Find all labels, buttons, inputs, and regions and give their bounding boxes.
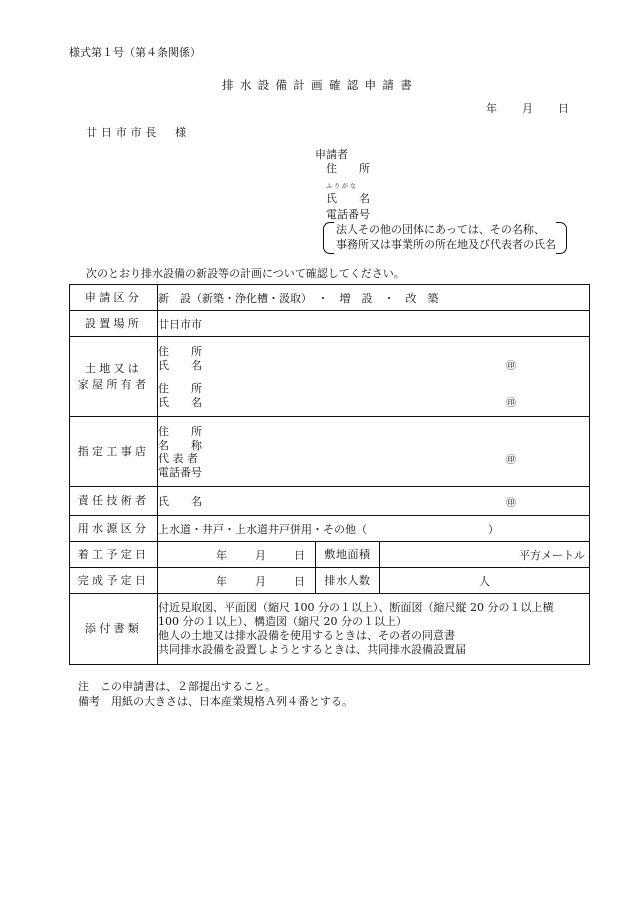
- application-type-label: 申請区分: [70, 285, 158, 311]
- engineer-name-label: 氏 名: [158, 495, 202, 508]
- start-date-value: [158, 542, 316, 568]
- start-date-label: 着工予定日: [70, 542, 158, 568]
- applicant-note-line1: 法人その他の団体にあっては、その名称、: [336, 223, 545, 236]
- seal-icon: ㊞: [506, 398, 517, 410]
- start-date-month: 月: [255, 548, 266, 562]
- application-type-value: 新 設（新築・浄化槽・汲取） ・ 増 設 ・ 改 築: [158, 285, 590, 311]
- water-source-label: 用水源区分: [70, 516, 158, 542]
- drain-persons-unit: 人: [380, 568, 590, 594]
- seal-icon: ㊞: [506, 454, 517, 466]
- start-date-year: 年: [216, 548, 227, 562]
- applicant-header: 申請者: [315, 148, 348, 161]
- contractor-address-label: 住 所: [158, 425, 202, 439]
- footnote: 注 この申請書は、２部提出すること。: [78, 680, 276, 693]
- location-value: 廿日市市: [158, 311, 590, 337]
- attachments-label: 添付書類: [70, 594, 158, 665]
- left-bracket: [323, 222, 334, 254]
- date-year: 年: [486, 102, 497, 115]
- intro-text: 次のとおり排水設備の新設等の計画について確認してください。: [86, 267, 405, 280]
- site-area-unit: 平方メートル: [380, 542, 590, 568]
- owner-value: [158, 337, 590, 417]
- row-owner: [70, 337, 590, 417]
- contractor-label: 指定工事店: [70, 417, 158, 487]
- contractor-company-label: 名 称: [158, 438, 202, 452]
- row-completion-date: [70, 568, 590, 594]
- applicant-furigana-label: ふりがな: [326, 183, 359, 190]
- row-water-source: [70, 516, 590, 542]
- contractor-value: [158, 417, 590, 487]
- attachments-line3: 他人の土地又は排水設備を使用するときは、その者の同意書: [158, 629, 455, 642]
- applicant-phone-label: 電話番号: [326, 208, 370, 221]
- owner1-name-label: 氏 名: [158, 358, 202, 372]
- start-date-day: 日: [294, 548, 305, 562]
- location-label: 設置場所: [70, 311, 158, 337]
- attachments-line2: 100 分の１以上）、構造図（縮尺 20 分の１以上）: [158, 615, 407, 628]
- row-location: [70, 311, 590, 337]
- owner-label-line1: 土地又は: [84, 362, 143, 376]
- owner1-address-label: 住 所: [158, 345, 202, 359]
- attachments-line4: 共同排水設備を設置しようとするときは、共同排水設備設置届: [158, 643, 466, 656]
- right-bracket: [556, 222, 567, 254]
- application-table: [69, 284, 590, 665]
- remark: 備考 用紙の大きさは、日本産業規格Ａ列４番とする。: [78, 695, 353, 708]
- seal-icon: ㊞: [506, 497, 517, 509]
- row-application-type: [70, 285, 590, 311]
- owner-label-line2: 家屋所有者: [77, 377, 150, 391]
- addressee: 廿日市市長 様: [86, 126, 190, 139]
- applicant-name-label: 氏 名: [326, 192, 370, 205]
- date-day: 日: [558, 102, 569, 115]
- owner2-name-label: 氏 名: [158, 395, 202, 409]
- site-area-label: 敷地面積: [316, 542, 380, 568]
- row-contractor: [70, 417, 590, 487]
- completion-date-label: 完成予定日: [70, 568, 158, 594]
- row-start-date: [70, 542, 590, 568]
- owner2-address-label: 住 所: [158, 382, 202, 396]
- completion-date-year: 年: [216, 574, 227, 588]
- attachments-line1: 付近見取図、平面図（縮尺 100 分の１以上）、断面図（縮尺縦 20 分の１以上横: [158, 601, 554, 614]
- engineer-value: [158, 487, 590, 516]
- row-engineer: [70, 487, 590, 516]
- water-source-value: 上水道・井戸・上水道井戸併用・その他（ ）: [158, 516, 590, 542]
- attachments-value: [158, 594, 590, 665]
- drain-persons-label: 排水人数: [316, 568, 380, 594]
- form-number: 様式第１号（第４条関係）: [69, 46, 201, 59]
- completion-date-day: 日: [294, 574, 305, 588]
- applicant-address-label: 住 所: [326, 162, 370, 175]
- date-month: 月: [522, 102, 533, 115]
- owner-label: [70, 337, 158, 417]
- completion-date-month: 月: [255, 574, 266, 588]
- row-attachments: [70, 594, 590, 665]
- form-title: 排水設備計画確認申請書: [222, 78, 419, 92]
- seal-icon: ㊞: [506, 361, 517, 373]
- contractor-representative-label: 代 表 者: [158, 452, 198, 466]
- applicant-note-line2: 事務所又は事業所の所在地及び代表者の氏名: [336, 238, 556, 251]
- contractor-phone-label: 電話番号: [158, 465, 202, 479]
- engineer-label: 責任技術者: [70, 487, 158, 516]
- completion-date-value: [158, 568, 316, 594]
